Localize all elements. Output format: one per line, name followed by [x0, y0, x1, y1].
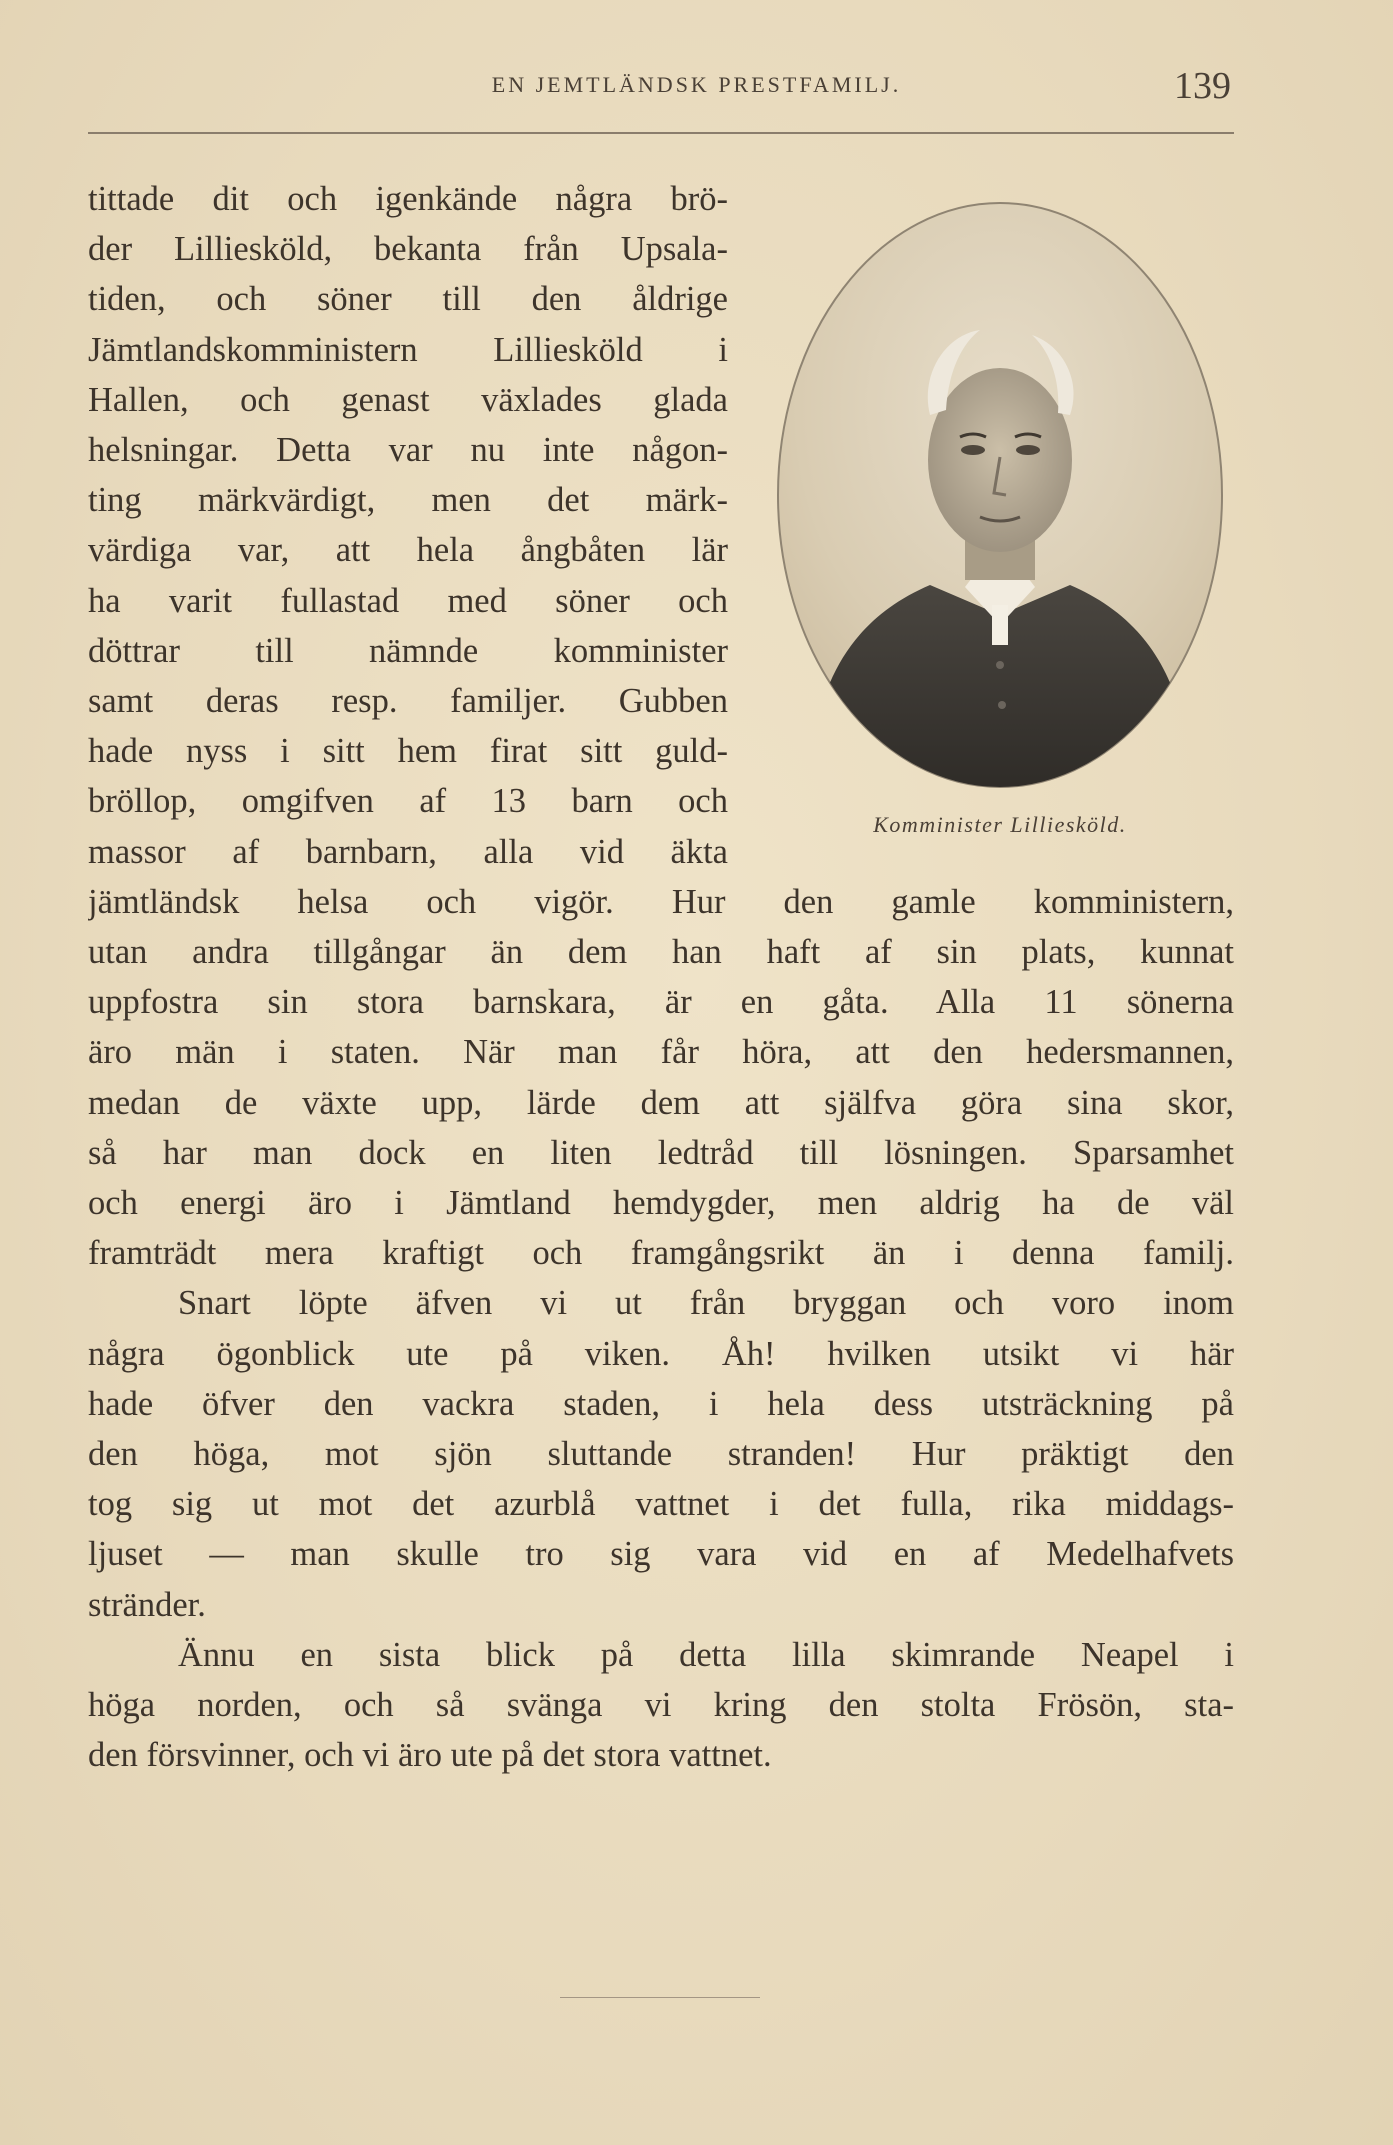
text-line: jämtländsk helsa och vigör. Hur den gamle komministern,: [88, 882, 1234, 921]
text-line: utan andra tillgångar än dem han haft af sin plats, kunnat: [88, 933, 1234, 972]
text-line: några ögonblick ute på viken. Åh! hvilken utsikt vi här: [88, 1334, 1234, 1373]
header-rule: [88, 132, 1234, 134]
text-line: hade öfver den vackra staden, i hela dess utsträckning på: [88, 1384, 1234, 1423]
text-line: Hallen, och genast växlades glada: [88, 380, 728, 419]
text-line: så har man dock en liten ledtråd till lösningen. Sparsamhet: [88, 1133, 1234, 1172]
text-line: Jämtlandskomministern Lilliesköld i: [88, 330, 728, 369]
text-line: uppfostra sin stora barnskara, är en gåta. Alla 11 sönerna: [88, 983, 1234, 1022]
text-line: ting märkvärdigt, men det märk-: [88, 481, 728, 520]
text-line: bröllop, omgifven af 13 barn och: [88, 782, 728, 821]
text-line: stränder.: [88, 1585, 206, 1624]
page-number: 139: [1174, 65, 1231, 107]
text-line: Ännu en sista blick på detta lilla skimrande Neapel i: [178, 1635, 1234, 1674]
text-line: tog sig ut mot det azurblå vattnet i det fulla, rika middags-: [88, 1485, 1234, 1524]
figure-caption: Komminister Lilliesköld.: [873, 812, 1127, 837]
text-line: hade nyss i sitt hem firat sitt guld-: [88, 732, 728, 771]
text-line: värdiga var, att hela ångbåten lär: [88, 531, 728, 570]
portrait-photo: [770, 195, 1230, 795]
text-line: massor af barnbarn, alla vid äkta: [88, 832, 728, 871]
text-line: ljuset — man skulle tro sig vara vid en af Medelhafvets: [88, 1535, 1234, 1574]
text-line: äro män i staten. När man får höra, att den hedersmannen,: [88, 1033, 1234, 1072]
text-line: den höga, mot sjön sluttande stranden! Hur präktigt den: [88, 1435, 1234, 1474]
text-line: tittade dit och igenkände några brö-: [88, 180, 728, 218]
text-line: framträdt mera kraftigt och framgångsrikt än i denna familj.: [88, 1234, 1234, 1273]
footer-rule: [560, 1997, 760, 1998]
text-line: höga norden, och så svänga vi kring den stolta Frösön, sta-: [88, 1686, 1234, 1725]
text-line: der Lilliesköld, bekanta från Upsala-: [88, 230, 728, 269]
running-title: EN JEMTLÄNDSK PRESTFAMILJ.: [491, 72, 902, 97]
text-line: medan de växte upp, lärde dem att själfva göra sina skor,: [88, 1083, 1234, 1122]
text-line: och energi äro i Jämtland hemdygder, men aldrig ha de väl: [88, 1184, 1234, 1223]
text-line: Snart löpte äfven vi ut från bryggan och voro inom: [178, 1284, 1234, 1323]
text-line: ha varit fullastad med söner och: [88, 581, 728, 620]
text-line: döttrar till nämnde komminister: [88, 631, 728, 670]
text-line: helsningar. Detta var nu inte någon-: [88, 431, 728, 470]
text-line: den försvinner, och vi äro ute på det stora vattnet.: [88, 1736, 772, 1775]
text-line: samt deras resp. familjer. Gubben: [88, 682, 728, 721]
text-line: tiden, och söner till den åldrige: [88, 280, 728, 319]
